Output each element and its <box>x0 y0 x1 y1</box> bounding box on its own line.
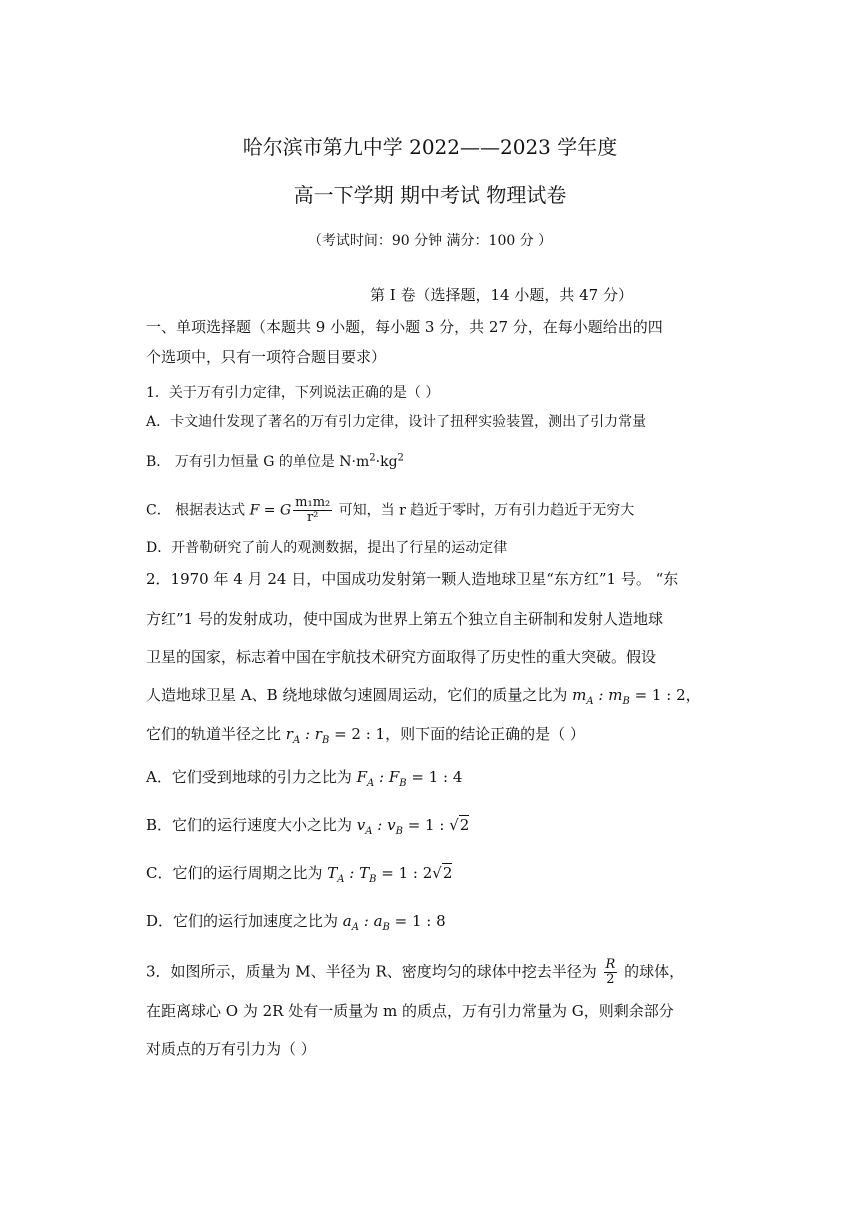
section-instructions-line2: 个选项中，只有一项符合题目要求） <box>146 348 387 366</box>
q1-option-b-text: B． 万有引力恒量 G 的单位是 <box>146 454 340 470</box>
q2-line5: 它们的轨道半径之比 $r_A$ : $r_B = 2$ : 1，则下面的结论正确的是（ ） <box>146 725 585 746</box>
q1-option-c <box>146 496 634 525</box>
q2-line2: 方红”1 号的发射成功，使中国成为世界上第五个独立自主研制和发射人造地球 <box>146 610 663 628</box>
exam-title-line1: 哈尔滨市第九中学 2022——2023 学年度 <box>242 135 618 159</box>
q2-option-a: A．它们受到地球的引力之比为 $F_A$ : $F_B = 1$ : 4 <box>146 768 463 789</box>
q1-option-c-text: C． 根据表达式 <box>146 502 250 519</box>
q1-formula-fraction: $\frac{\text{m₁m₂}}{\text{r²}}$ <box>295 495 331 525</box>
q3-line2: 在距离球心 O 为 2R 处有一质量为 m 的质点，万有引力常量为 G，则剩余部分 <box>146 1002 674 1020</box>
q2-mass-ratio: $m_A$ : $m_B$ <box>572 686 630 707</box>
part-heading: 第 I 卷（选择题，14 小题，共 47 分） <box>370 286 633 304</box>
q2-line5-text: 它们的轨道半径之比 <box>146 725 286 743</box>
q2-line1: 2．1970 年 4 月 24 日，中国成功发射第一颗人造地球卫星“东方红”1 号。 “东 <box>146 570 679 588</box>
exam-title-line2: 高一下学期 期中考试 物理试卷 <box>293 183 567 207</box>
q1-option-d: D．开普勒研究了前人的观测数据，提出了行星的运动定律 <box>146 540 508 556</box>
q1-option-c-suffix: 可知，当 r 趋近于零时，万有引力趋近于无穷大 <box>334 502 635 519</box>
section-instructions-line1: 一、单项选择题（本题共 9 小题，每小题 3 分，共 27 分，在每小题给出的四 <box>146 318 663 336</box>
sqrt-symbol: √2 <box>449 816 470 834</box>
q1-option-a: A．卡文迪什发现了著名的万有引力定律，设计了扭秤实验装置，测出了引力常量 <box>146 414 647 430</box>
q3-line3: 对质点的万有引力为（ ） <box>146 1040 316 1058</box>
q2-radius-ratio: $r_A$ : $r_B$ <box>285 725 330 746</box>
sqrt-symbol: √2 <box>432 864 453 882</box>
q3-fraction: $\frac{R}{2}$ <box>605 957 616 987</box>
q1-formula-left: F = G <box>249 502 292 519</box>
q2-option-b: B．它们的运行速度大小之比为 $v_A$ : $v_B = 1$ : √2 <box>146 816 470 837</box>
q2-option-c: C．它们的运行周期之比为 $T_A$ : $T_B = 1$ : 2√2 <box>146 864 453 885</box>
q1-stem: 1．关于万有引力定律，下列说法正确的是（ ） <box>146 385 440 401</box>
q1-option-b <box>146 451 404 473</box>
q1-option-b-unit: $N\cdot m^2\cdot kg^2$ <box>339 452 404 470</box>
exam-info: （考试时间：90 分钟 满分：100 分 ） <box>307 233 553 249</box>
q2-line3: 卫星的国家，标志着中国在宇航技术研究方面取得了历史性的重大突破。假设 <box>146 648 657 666</box>
q2-option-d: D．它们的运行加速度之比为 $a_A$ : $a_B = 1$ : 8 <box>146 912 446 933</box>
q2-line4-text: 人造地球卫星 A、B 绕地球做匀速圆周运动，它们的质量之比为 <box>146 686 573 704</box>
q2-line4: 人造地球卫星 A、B 绕地球做匀速圆周运动，它们的质量之比为 $m_A$ : $m_B = 1$ : 2， <box>146 686 701 707</box>
q3-line1: 3．如图所示，质量为 M、半径为 R、密度均匀的球体中挖去半径为 $\frac{R}{2}$ 的球体， <box>146 957 685 987</box>
